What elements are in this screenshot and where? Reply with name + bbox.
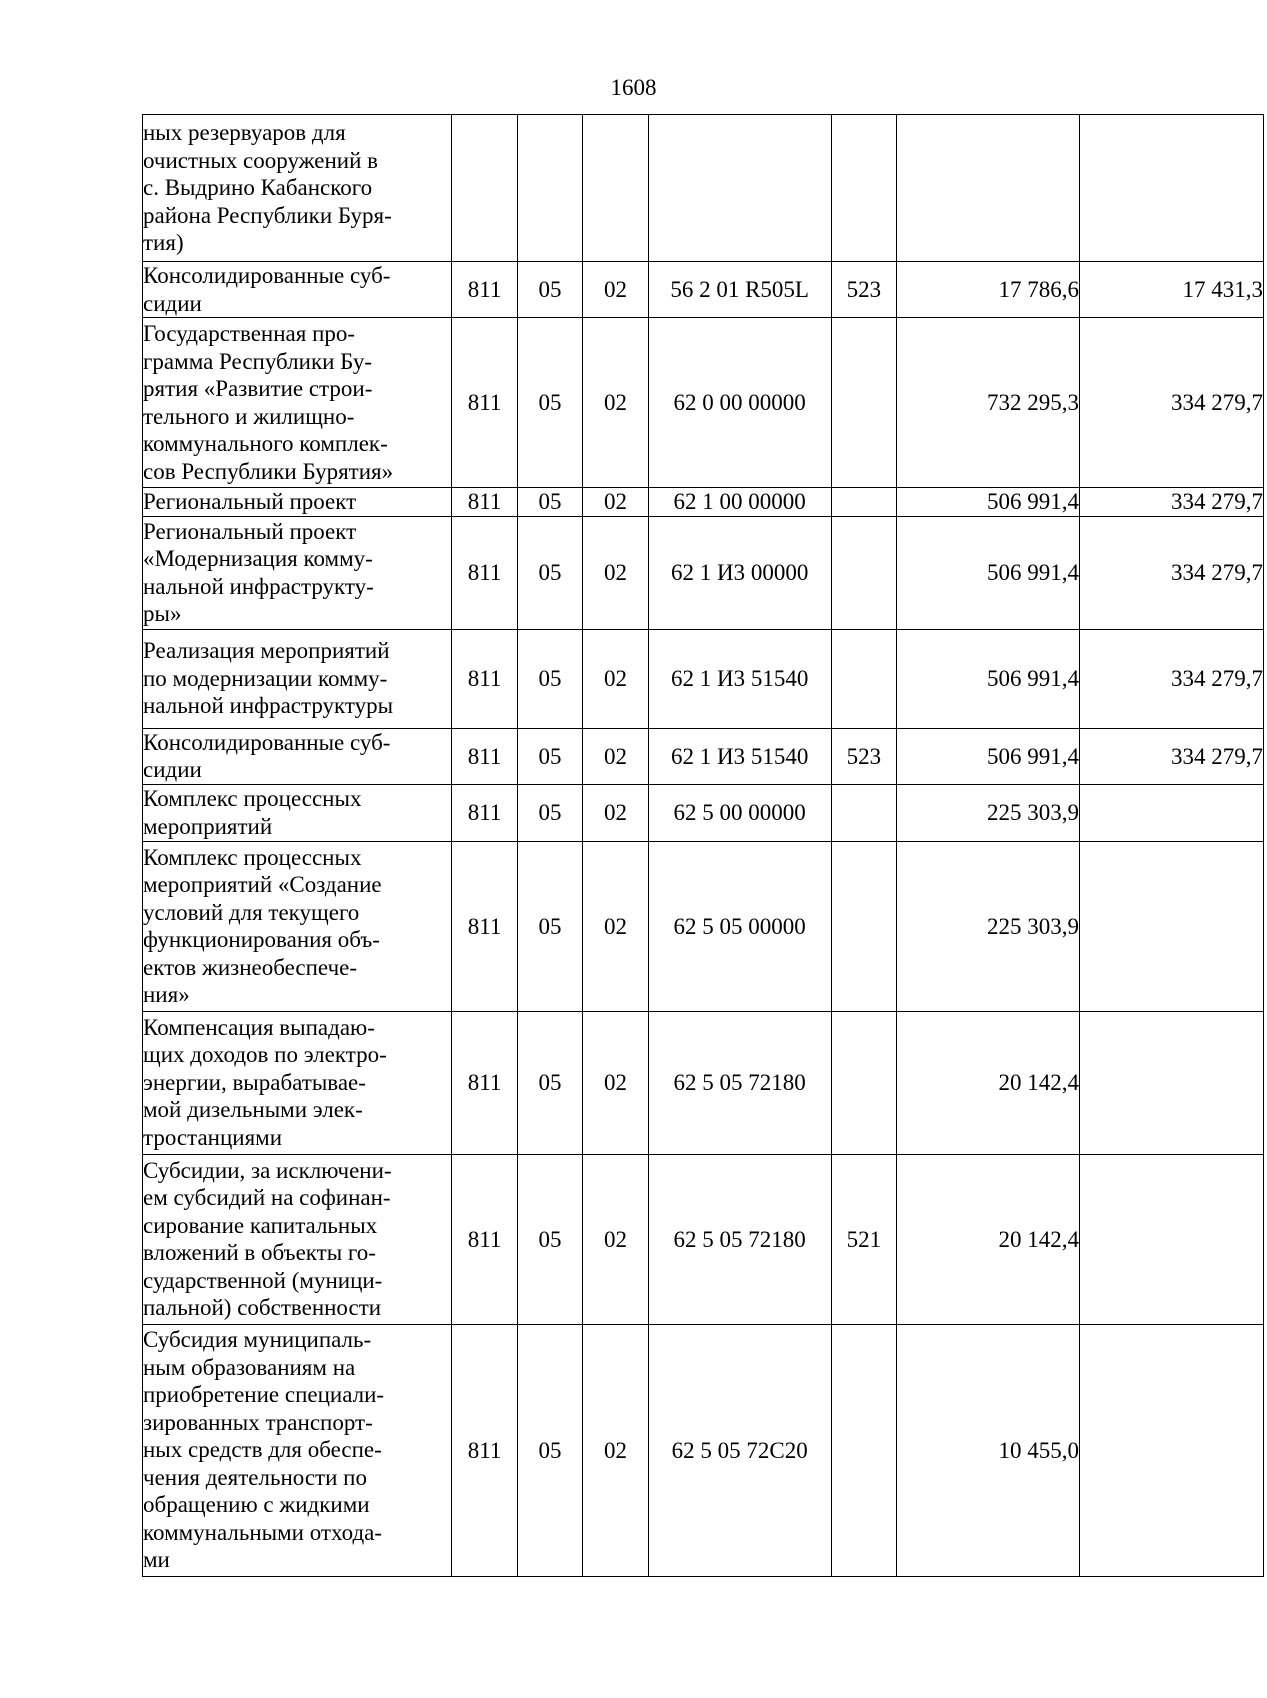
gad-code-cell: 811 [452, 516, 517, 629]
section-code-cell: 05 [517, 1011, 582, 1154]
section-code-cell: 05 [517, 728, 582, 784]
target-article-cell: 62 1 И3 00000 [648, 516, 831, 629]
gad-code-cell: 811 [452, 1011, 517, 1154]
section-code-cell: 05 [517, 1324, 582, 1576]
amount-year2-cell [1079, 1154, 1263, 1324]
section-code-cell: 05 [517, 318, 582, 488]
page-number: 1608 [610, 75, 657, 100]
section-code-cell: 05 [517, 784, 582, 841]
item-name-cell: ных резервуаров для очистных сооружений в с. Выдрино Кабанского района Республики Буря- тия) [143, 115, 452, 262]
expense-type-cell [831, 1011, 896, 1154]
subsection-code-cell: 02 [583, 516, 648, 629]
table-row [143, 115, 1264, 262]
gad-code-cell: 811 [452, 318, 517, 488]
amount-year1-cell: 225 303,9 [897, 841, 1080, 1011]
amount-year1-cell: 20 142,4 [897, 1154, 1080, 1324]
section-code-cell [517, 115, 582, 262]
subsection-code-cell: 02 [583, 488, 648, 517]
gad-code-cell: 811 [452, 1324, 517, 1576]
table-row [143, 262, 1264, 318]
gad-code-cell: 811 [452, 262, 517, 318]
item-name-cell: Консолидированные суб- сидии [143, 728, 452, 784]
expense-type-cell: 523 [831, 728, 896, 784]
target-article-cell: 62 5 05 72180 [648, 1011, 831, 1154]
section-code-cell: 05 [517, 841, 582, 1011]
section-code-cell: 05 [517, 629, 582, 728]
target-article-cell: 62 1 00 00000 [648, 488, 831, 517]
subsection-code-cell: 02 [583, 728, 648, 784]
gad-code-cell: 811 [452, 488, 517, 517]
amount-year1-cell: 506 991,4 [897, 629, 1080, 728]
item-name-cell: Комплекс процессных мероприятий «Создание условий для текущего функционирования объ- ектов жизнеобеспече- ния» [143, 841, 452, 1011]
item-name-cell: Субсидии, за исключени- ем субсидий на софинан- сирование капитальных вложений в объекты го- сударственной (муници- пальной) собственности [143, 1154, 452, 1324]
target-article-cell: 62 5 05 72С20 [648, 1324, 831, 1576]
expense-type-cell [831, 516, 896, 629]
budget-table [142, 114, 1264, 1577]
expense-type-cell [831, 1324, 896, 1576]
subsection-code-cell: 02 [583, 784, 648, 841]
amount-year1-cell: 506 991,4 [897, 488, 1080, 517]
expense-type-cell [831, 629, 896, 728]
subsection-code-cell: 02 [583, 318, 648, 488]
expense-type-cell: 523 [831, 262, 896, 318]
amount-year2-cell: 334 279,7 [1079, 488, 1263, 517]
gad-code-cell: 811 [452, 784, 517, 841]
target-article-cell: 62 5 00 00000 [648, 784, 831, 841]
target-article-cell: 62 0 00 00000 [648, 318, 831, 488]
amount-year2-cell: 334 279,7 [1079, 629, 1263, 728]
amount-year1-cell: 506 991,4 [897, 516, 1080, 629]
amount-year2-cell [1079, 841, 1263, 1011]
gad-code-cell: 811 [452, 1154, 517, 1324]
item-name-cell: Субсидия муниципаль- ным образованиям на приобретение специали- зированных транспорт- ных средств для обеспе- чения деятельности по обращению с жидкими коммунальными отхода- ми [143, 1324, 452, 1576]
table-row [143, 1324, 1264, 1576]
amount-year1-cell: 732 295,3 [897, 318, 1080, 488]
amount-year2-cell [1079, 1324, 1263, 1576]
target-article-cell: 62 5 05 00000 [648, 841, 831, 1011]
item-name-cell: Региональный проект [143, 488, 452, 517]
section-code-cell: 05 [517, 516, 582, 629]
table-row [143, 318, 1264, 488]
subsection-code-cell: 02 [583, 629, 648, 728]
target-article-cell: 56 2 01 R505L [648, 262, 831, 318]
item-name-cell: Государственная про- грамма Республики Бу- рятия «Развитие строи- тельного и жилищно- коммунального комплек- сов Республики Бурятия» [143, 318, 452, 488]
amount-year2-cell [1079, 115, 1263, 262]
item-name-cell: Консолидированные суб- сидии [143, 262, 452, 318]
amount-year1-cell: 225 303,9 [897, 784, 1080, 841]
table-row [143, 488, 1264, 517]
amount-year2-cell: 17 431,3 [1079, 262, 1263, 318]
expense-type-cell [831, 784, 896, 841]
target-article-cell: 62 1 И3 51540 [648, 728, 831, 784]
amount-year1-cell: 10 455,0 [897, 1324, 1080, 1576]
amount-year2-cell: 334 279,7 [1079, 728, 1263, 784]
subsection-code-cell: 02 [583, 841, 648, 1011]
amount-year2-cell: 334 279,7 [1079, 318, 1263, 488]
table-row [143, 1154, 1264, 1324]
gad-code-cell: 811 [452, 728, 517, 784]
gad-code-cell: 811 [452, 629, 517, 728]
expense-type-cell [831, 841, 896, 1011]
table-row [143, 728, 1264, 784]
amount-year1-cell: 506 991,4 [897, 728, 1080, 784]
subsection-code-cell: 02 [583, 262, 648, 318]
table-row [143, 516, 1264, 629]
amount-year1-cell: 17 786,6 [897, 262, 1080, 318]
amount-year2-cell: 334 279,7 [1079, 516, 1263, 629]
table-row [143, 784, 1264, 841]
section-code-cell: 05 [517, 262, 582, 318]
section-code-cell: 05 [517, 1154, 582, 1324]
target-article-cell [648, 115, 831, 262]
item-name-cell: Компенсация выпадаю- щих доходов по электро- энергии, вырабатывае- мой дизельными элек- тростанциями [143, 1011, 452, 1154]
gad-code-cell: 811 [452, 841, 517, 1011]
table-row [143, 1011, 1264, 1154]
item-name-cell: Реализация мероприятий по модернизации комму- нальной инфраструктуры [143, 629, 452, 728]
amount-year1-cell [897, 115, 1080, 262]
subsection-code-cell: 02 [583, 1154, 648, 1324]
amount-year1-cell: 20 142,4 [897, 1011, 1080, 1154]
target-article-cell: 62 1 И3 51540 [648, 629, 831, 728]
table-row [143, 629, 1264, 728]
expense-type-cell [831, 318, 896, 488]
section-code-cell: 05 [517, 488, 582, 517]
item-name-cell: Региональный проект «Модернизация комму- нальной инфраструкту- ры» [143, 516, 452, 629]
subsection-code-cell: 02 [583, 1324, 648, 1576]
expense-type-cell [831, 488, 896, 517]
amount-year2-cell [1079, 1011, 1263, 1154]
expense-type-cell [831, 115, 896, 262]
subsection-code-cell [583, 115, 648, 262]
table-row [143, 841, 1264, 1011]
expense-type-cell: 521 [831, 1154, 896, 1324]
amount-year2-cell [1079, 784, 1263, 841]
subsection-code-cell: 02 [583, 1011, 648, 1154]
item-name-cell: Комплекс процессных мероприятий [143, 784, 452, 841]
gad-code-cell [452, 115, 517, 262]
target-article-cell: 62 5 05 72180 [648, 1154, 831, 1324]
